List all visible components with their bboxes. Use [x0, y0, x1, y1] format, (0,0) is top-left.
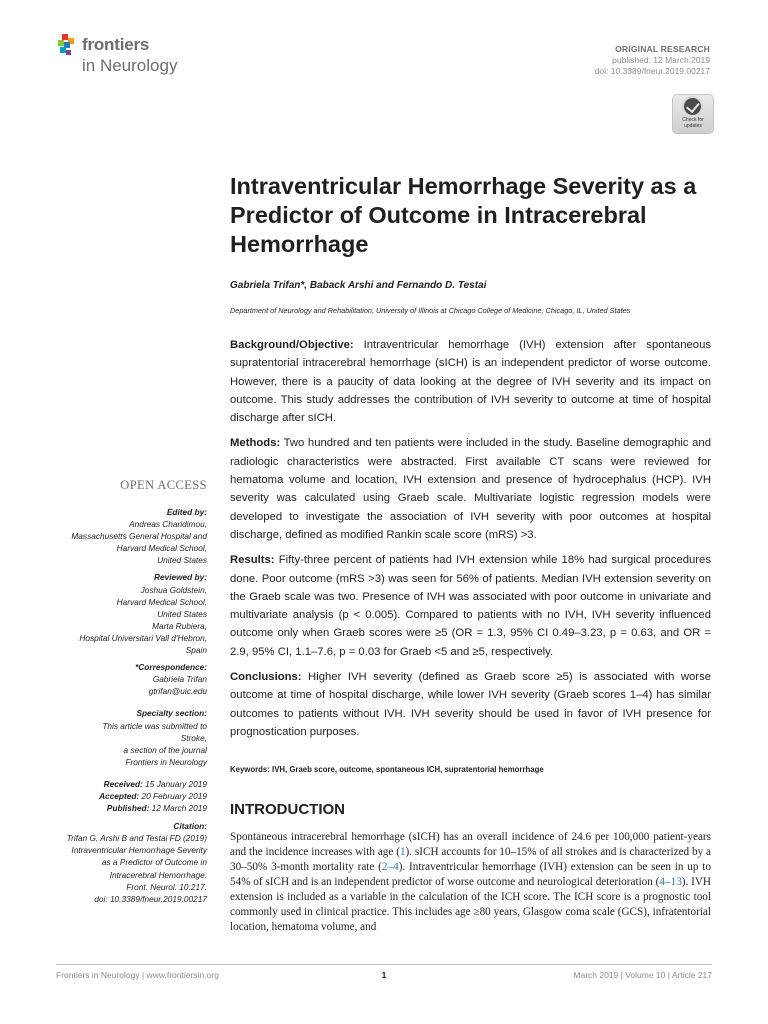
open-access-label: OPEN ACCESS — [120, 478, 207, 492]
page-footer — [56, 970, 712, 984]
abstract — [230, 336, 711, 748]
citation: Citation: Trifan G, Arshi B and Testai FD (2019) Intraventricular Hemorrhage Severity as a Predictor of Outcome in Intracerebral Hemorrhage. Front. Neurol. 10:217. doi: 10.3389/fneur.2019.00217 — [66, 821, 207, 904]
citation-link[interactable]: 2–4 — [381, 861, 399, 873]
article-type: ORIGINAL RESEARCH — [615, 44, 710, 54]
frontiers-logo-icon — [56, 34, 78, 58]
footer-issue-info: March 2019 | Volume 10 | Article 217 — [573, 970, 712, 980]
check-updates-label: Check for updates — [682, 117, 704, 129]
specialty-section: Specialty section: This article was submitted to Stroke, a section of the journal Frontiers in Neurology — [102, 708, 207, 767]
abstract-conclusions: Conclusions: Higher IVH severity (defined as Graeb score ≥5) is associated with worse outcome at time of hospital discharge, while lower IVH severity (Graeb scores 1–4) has similar outcomes to patients without IVH. IVH severity should be used in favor of IVH presence for prognostication purposes. — [230, 671, 711, 738]
article-title: Intraventricular Hemorrhage Severity as a Predictor of Outcome in Intracerebral Hemorrhage — [230, 173, 697, 257]
published-date: published: 12 March 2019 — [612, 55, 710, 65]
check-for-updates-button[interactable] — [673, 95, 713, 133]
journal-logo[interactable] — [56, 32, 256, 82]
journal-name-line1: frontiers — [82, 35, 150, 54]
page-number: 1 — [381, 970, 387, 980]
journal-name-line2: in Neurology — [82, 56, 178, 75]
article-meta — [450, 44, 710, 77]
abstract-results: Results: Fifty-three percent of patients had IVH extension while 18% had surgical procedures done. Poor outcome (mRS >3) was seen for 56% of patients. Median IVH extension severity on the Graeb scale was two. Presence of IVH was associated with poor outcome in univariate and multivariate analysis (p < 0.005). Compared to patients with no IVH, IVH severity influenced outcome only when Graeb scores were ≥5 (OR = 1.3, 95% CI 0.49–3.23, p = 0.63, and OR = 2.9, 95% CI, 1.1–7.6, p = 0.03 for Graeb <5 and ≥5, respectively. — [230, 554, 711, 658]
abstract-methods: Methods: Two hundred and ten patients were included in the study. Baseline demographic and radiologic characteristics were abstracted. First available CT scans were reviewed for hematoma volume and location, IVH extension and presence of hydrocephalus (HCP). IVH severity was calculated using Graeb scale. Multivariate logistic regression models were developed to investigate the association of IVH severity with poor outcomes at hospital discharge, defined as modified Rankin scale score (mRS) >3. — [230, 437, 711, 541]
introduction-heading: INTRODUCTION — [230, 801, 345, 818]
abstract-background: Background/Objective: Intraventricular hemorrhage (IVH) extension after spontaneous supratentorial intracerebral hemorrhage (sICH) is an independent predictor of worse outcome. However, there is a paucity of data looking at the degree of IVH severity and its impact on outcome. This study addresses the contribution of IVH severity to outcome at time of hospital discharge after sICH. — [230, 339, 711, 425]
footer-journal-link[interactable]: Frontiers in Neurology | www.frontiersin.org — [56, 970, 219, 980]
check-updates-icon — [684, 98, 701, 115]
author-affiliation: Department of Neurology and Rehabilitation, University of Illinois at Chicago College of Medicine, Chicago, IL, United States — [230, 306, 631, 315]
reviewed-by: Reviewed by: Joshua Goldstein, Harvard Medical School, United States Marta Rubiera, Hospital Universitari Vall d'Hebron, Spain — [79, 572, 207, 656]
keywords: Keywords: IVH, Graeb score, outcome, spontaneous ICH, supratentorial hemorrhage — [230, 765, 544, 774]
citation-link[interactable]: 4–13 — [659, 876, 682, 888]
introduction-body: Spontaneous intracerebral hemorrhage (sICH) has an overall incidence of 24.6 per 100,000 patient-years and the incidence increases with age (1). sICH accounts for 10–15% of all strokes and is characterized by a 30–50% 3-month mortality rate (2–4). Intraventricular hemorrhage (IVH) extension can be seen in up to 54% of sICH and is an independent predictor of worse outcome and neurological deterioration (4–13). IVH extension is included as a variable in the calculation of the ICH score. The ICH score is a prognostic tool commonly used in clinical practice. This includes age ≥80 years, Glasgow coma scale (GCS), infratentorial location, hematoma volume, and — [230, 831, 712, 933]
correspondence-email-link[interactable]: gtrifan@uic.edu — [148, 686, 207, 697]
correspondence: *Correspondence: Gabriela Trifan gtrifan@uic.edu — [40, 661, 207, 697]
footer-divider — [56, 964, 712, 965]
doi-link[interactable]: doi: 10.3389/fneur.2019.00217 — [594, 66, 710, 76]
article-dates: Received: 15 January 2019 Accepted: 20 February 2019 Published: 12 March 2019 — [99, 778, 207, 814]
edited-by: Edited by: Andreas Charidimou, Massachusetts General Hospital and Harvard Medical School, United States — [71, 507, 207, 566]
article-authors: Gabriela Trifan*, Baback Arshi and Fernando D. Testai — [230, 280, 487, 291]
article-info-sidebar — [40, 506, 207, 910]
citation-link[interactable]: 1 — [399, 846, 406, 858]
